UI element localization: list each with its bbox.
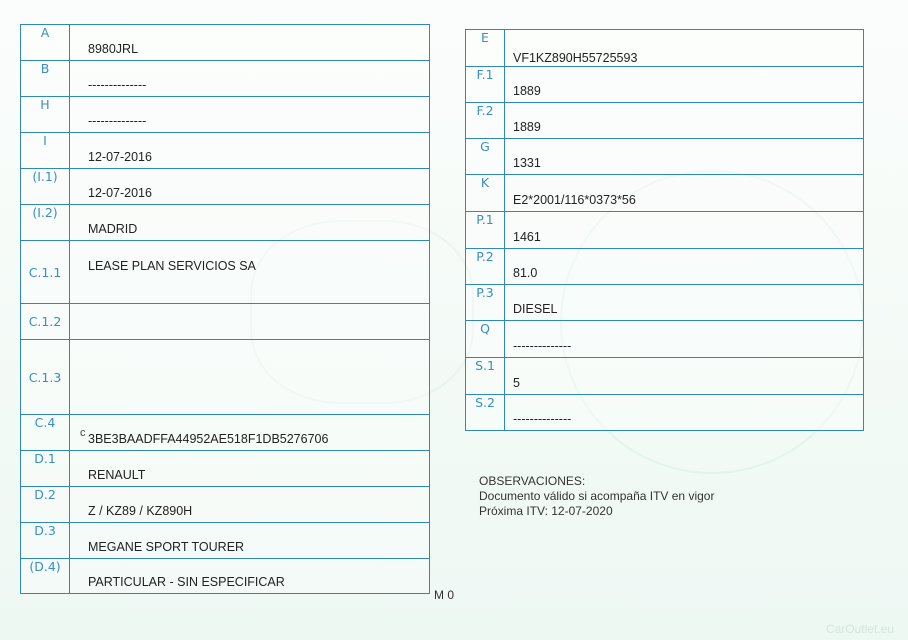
field-row-h [21,97,430,133]
field-value: 12-07-2016 [88,150,152,164]
field-value: 1331 [513,156,541,170]
field-value: -------------- [88,114,147,128]
field-code: F.2 [466,103,505,139]
field-value: -------------- [513,339,572,353]
observations-block [479,474,714,519]
field-value: MEGANE SPORT TOURER [88,540,245,554]
m0-label: M 0 [434,588,455,602]
brand-watermark: CarOutlet.eu [825,622,894,636]
field-code: C.1.2 [21,304,70,340]
field-code: P.1 [466,212,505,249]
field-code: P.3 [466,285,505,321]
field-row-f2 [466,103,864,139]
field-code: (I.2) [21,205,70,241]
field-row-b [21,61,430,97]
left-fields-table [20,24,430,594]
field-row-d1 [21,451,430,487]
field-code: E [466,30,505,67]
field-code: D.2 [21,487,70,523]
field-row-i [21,133,430,169]
field-code: C.1.3 [21,340,70,415]
field-row-f1 [466,67,864,103]
field-row-p2 [466,249,864,285]
field-value: 1889 [513,84,541,98]
field-row-e [466,30,864,67]
field-code: I [21,133,70,169]
field-code: B [21,61,70,97]
field-code: D.3 [21,523,70,559]
field-code: S.2 [466,395,505,431]
field-value: -------------- [513,412,572,426]
field-code: F.1 [466,67,505,103]
field-value: 12-07-2016 [88,186,152,200]
field-row-p3 [466,285,864,321]
field-row-a [21,25,430,61]
field-row-i2 [21,205,430,241]
field-prefix: c [80,427,86,439]
field-row-c4 [21,415,430,451]
right-fields-table [465,29,864,431]
field-code: (D.4) [21,559,70,594]
field-value: 1889 [513,120,541,134]
field-code: C.4 [21,415,70,451]
field-value: VF1KZ890H55725593 [513,51,638,65]
field-value: 5 [513,376,520,390]
field-row-k [466,175,864,212]
observations-line: Documento válido si acompaña ITV en vigor [479,489,715,503]
field-row-p1 [466,212,864,249]
field-row-d2 [21,487,430,523]
field-code: G [466,139,505,175]
field-value: DIESEL [513,302,558,316]
field-code: S.1 [466,358,505,395]
field-code: C.1.1 [21,241,70,304]
field-code: P.2 [466,249,505,285]
field-value: 81.0 [513,266,538,280]
field-row-c13 [21,340,430,415]
field-code: D.1 [21,451,70,487]
field-row-c12 [21,304,430,340]
field-value: 3BE3BAADFFA44952AE518F1DB5276706 [88,432,329,446]
field-code: (I.1) [21,169,70,205]
field-value: 1461 [513,230,541,244]
field-row-d4 [21,559,430,594]
observations-heading: OBSERVACIONES: [479,474,586,488]
field-row-i1 [21,169,430,205]
field-value: -------------- [88,78,147,92]
field-value: RENAULT [88,468,146,482]
field-value: LEASE PLAN SERVICIOS SA [88,259,256,273]
field-row-c11 [21,241,430,304]
field-row-s1 [466,358,864,395]
field-code: Q [466,321,505,358]
field-row-g [466,139,864,175]
field-value: MADRID [88,222,138,236]
field-value: 8980JRL [88,42,139,56]
field-code: K [466,175,505,212]
field-code: H [21,97,70,133]
field-row-s2 [466,395,864,431]
field-code: A [21,25,70,61]
field-row-q [466,321,864,358]
observations-line: Próxima ITV: 12-07-2020 [479,504,613,518]
field-value: PARTICULAR - SIN ESPECIFICAR [88,575,285,589]
field-row-d3 [21,523,430,559]
field-value: Z / KZ89 / KZ890H [88,504,193,518]
field-value: E2*2001/116*0373*56 [513,193,636,207]
